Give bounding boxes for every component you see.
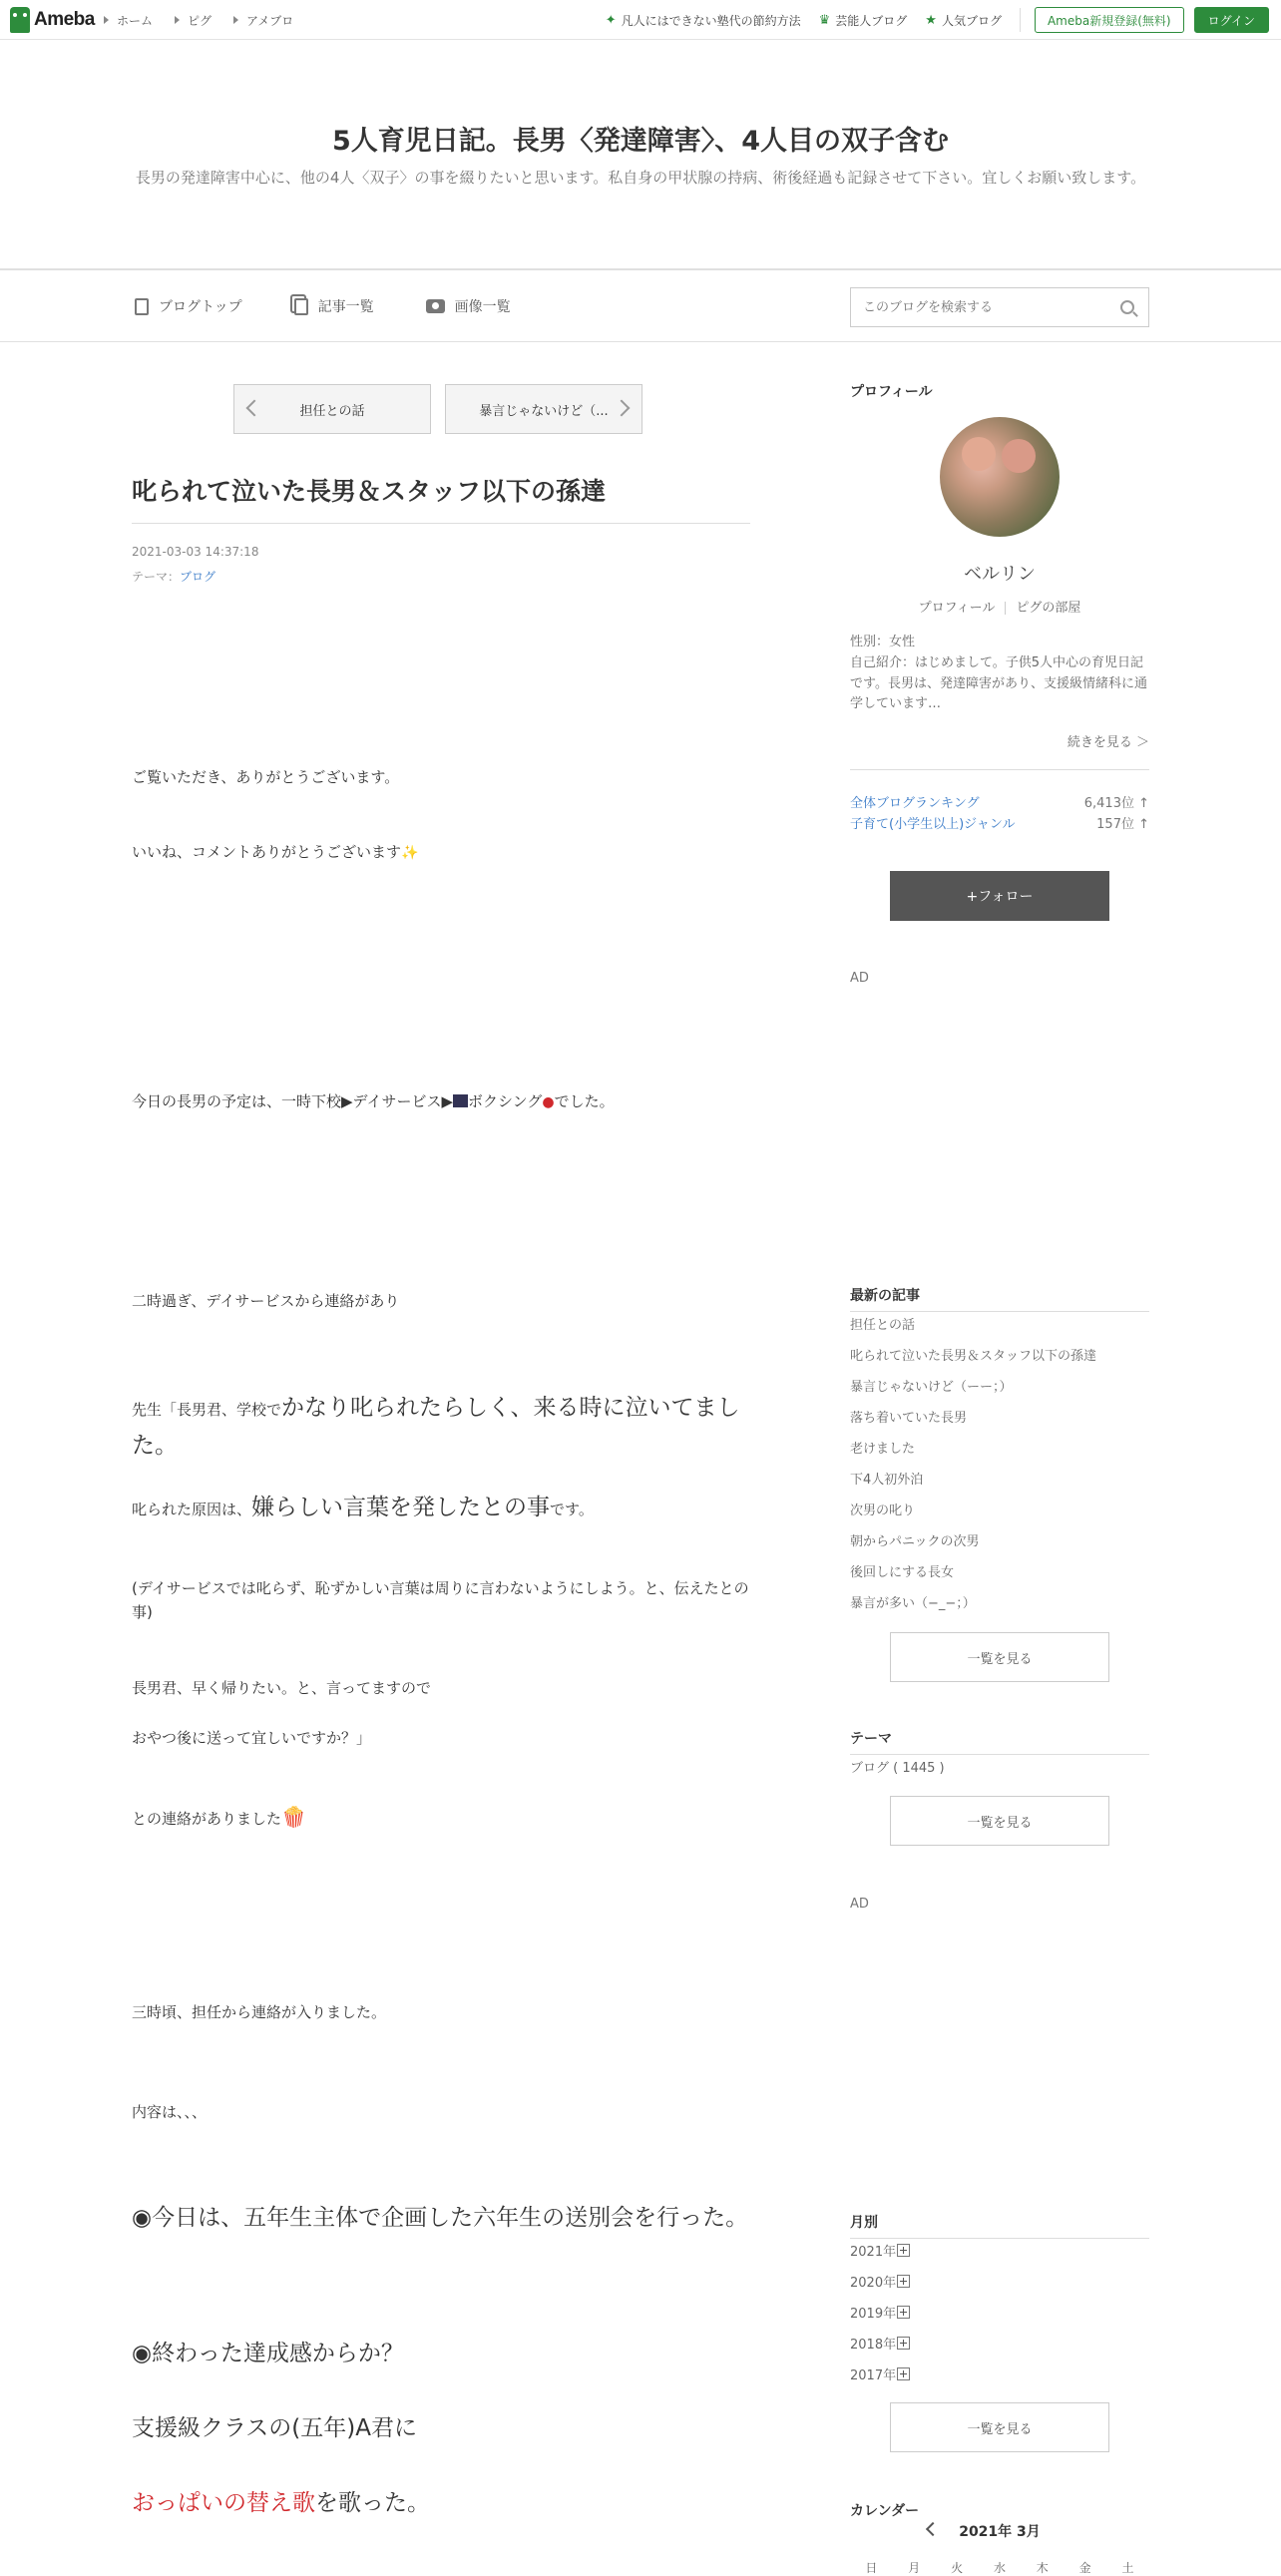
paragraph-text: との連絡がありました [132, 1810, 282, 1828]
paragraph [132, 1089, 750, 1113]
month-label: 2017年 [850, 2368, 897, 2383]
calendar-weekdays [850, 2559, 1149, 2576]
monthly-header [850, 2212, 1149, 2239]
paragraph [132, 1801, 750, 1833]
monthly-list-more-button[interactable]: 一覧を見る [890, 2402, 1109, 2452]
month-label: 2020年 [850, 2276, 897, 2291]
promo-link[interactable] [606, 12, 801, 29]
paragraph [132, 2485, 750, 2522]
search-icon[interactable] [1120, 300, 1134, 314]
list-item[interactable]: 老けました [850, 1442, 916, 1457]
nav-ameblo[interactable] [233, 12, 293, 29]
paragraph-text: 叱られた原因は、 [132, 1501, 252, 1518]
nav-pigg-label: ピグ [188, 13, 213, 28]
list-item[interactable]: 次男の叱り [850, 1503, 916, 1518]
paragraph: ご覧いただき、ありがとうございます。 [132, 768, 400, 786]
genre-ranking-link[interactable]: 子育て(小学生以上)ジャンル [850, 816, 1016, 832]
ameba-logo[interactable] [10, 6, 95, 34]
paragraph-text: です。 [550, 1501, 594, 1518]
expand-icon[interactable] [897, 2337, 910, 2350]
recent-articles-header [850, 1285, 1149, 1312]
theme-list [850, 1753, 1149, 1784]
nav-pigg[interactable] [175, 12, 212, 29]
login-button[interactable]: ログイン [1194, 7, 1269, 33]
nav-ameblo-label: アメブロ [246, 13, 294, 28]
popcorn-icon: 🍿 [281, 1805, 306, 1829]
prev-article-button[interactable] [233, 384, 431, 434]
list-item[interactable]: 下4人初外泊 [850, 1473, 924, 1488]
weekday: 水 [993, 2561, 1006, 2575]
list-item[interactable]: 担任との話 [850, 1318, 916, 1333]
list-item[interactable]: ブログ ( 1445 ) [850, 1761, 945, 1776]
ad-label: AD [850, 971, 869, 986]
nav-image-list-label: 画像一覧 [454, 299, 511, 315]
paragraph: 内容は、、、 [132, 2103, 208, 2121]
nav-image-list[interactable] [426, 296, 511, 316]
divider [1020, 8, 1021, 32]
calendar-month: 2021年 3月 [959, 2524, 1041, 2540]
blog-nav [0, 270, 1281, 342]
overall-ranking-value: 6,413位 ↑ [1083, 796, 1149, 811]
theme-link[interactable]: ブログ [180, 570, 216, 584]
month-label: 2018年 [850, 2338, 897, 2353]
search-input[interactable] [863, 300, 1102, 315]
article-date: 2021-03-03 14:37:18 [132, 545, 259, 559]
crown-icon: ♛ [818, 12, 831, 28]
nav-article-list[interactable] [294, 296, 374, 316]
nav-article-list-label: 記事一覧 [317, 299, 374, 315]
paragraph [132, 840, 750, 864]
emphasis-text: 嫌らしい言葉を発したとの事 [251, 1495, 551, 1520]
paragraph: 長男君、早く帰りたい。と、言ってますので [132, 1679, 432, 1697]
global-nav [104, 0, 315, 40]
profile-links [850, 597, 1149, 616]
paragraph: 三時頃、担任から連絡が入りました。 [132, 2003, 387, 2021]
chevron-right-icon [614, 400, 631, 417]
paragraph: おやつ後に送って宜しいですか？」 [132, 1729, 372, 1747]
profile-info [850, 633, 1149, 715]
celebrity-blog-label: 芸能人ブログ [835, 13, 908, 28]
profile-name[interactable]: ベルリン [964, 564, 1036, 585]
weekday: 日 [865, 2561, 878, 2575]
profile-more-link[interactable]: 続きを見る ＞ [1067, 735, 1149, 750]
monthly-heading: 月別 [850, 2215, 878, 2231]
article-pager [233, 384, 656, 434]
recent-list-more-button[interactable]: 一覧を見る [890, 1632, 1109, 1682]
list-item[interactable]: 暴言が多い（−_−；） [850, 1596, 976, 1611]
paragraph-text: 今日の長男の予定は、一時下校▶デイサービス▶ [132, 1092, 454, 1110]
weekday: 土 [1121, 2561, 1134, 2575]
calendar-heading: カレンダー [850, 2503, 920, 2519]
global-header [0, 0, 1281, 40]
ranking [850, 794, 1149, 836]
expand-icon[interactable] [897, 2306, 910, 2319]
paragraph: ◉今日は、五年生主体で企画した六年生の送別会を行った。 [132, 2205, 749, 2231]
article-theme [132, 568, 215, 585]
paragraph [132, 1490, 750, 1526]
theme-header [850, 1728, 1149, 1755]
popular-blog-label: 人気ブログ [941, 13, 1002, 28]
list-item[interactable]: 後回しにする長女 [850, 1565, 955, 1580]
avatar[interactable] [940, 417, 1060, 537]
article-title: 叱られて泣いた長男＆スタッフ以下の孫達 [132, 477, 607, 506]
overall-ranking-link[interactable]: 全体ブログランキング [850, 796, 980, 811]
list-item[interactable]: 落ち着いていた長男 [850, 1411, 968, 1426]
popular-blog-link[interactable] [925, 12, 1002, 29]
weekday: 木 [1036, 2561, 1049, 2575]
list-item[interactable] [850, 2268, 1149, 2299]
logo-text: Ameba [34, 9, 95, 30]
list-item[interactable] [850, 2330, 1149, 2361]
theme-list-more-button[interactable]: 一覧を見る [890, 1796, 1109, 1846]
triangle-icon [233, 16, 238, 24]
list-item[interactable] [850, 2361, 1149, 2391]
nav-blog-top[interactable] [135, 296, 242, 316]
genre-ranking-value: 157位 ↑ [1096, 816, 1149, 832]
celebrity-blog-link[interactable] [819, 12, 908, 29]
list-item[interactable]: 叱られて泣いた長男＆スタッフ以下の孫達 [850, 1349, 1097, 1364]
expand-icon[interactable] [897, 2367, 910, 2380]
month-label: 2019年 [850, 2307, 897, 2322]
list-item[interactable]: 朝からパニックの次男 [850, 1534, 980, 1549]
profile-intro: 自己紹介：はじめまして。子供5人中心の育児日記です。長男は、発達障害があり、支援級情緒科に通学しています… [850, 654, 1147, 712]
weekday: 火 [951, 2561, 964, 2575]
profile-heading: プロフィール [850, 384, 933, 400]
blog-search [850, 287, 1149, 327]
triangle-icon [104, 16, 109, 24]
star-icon: ★ [925, 12, 937, 28]
profile-link[interactable]: プロフィール [918, 601, 996, 616]
expand-icon[interactable] [897, 2244, 910, 2257]
triangle-icon [175, 16, 180, 24]
paragraph [132, 1390, 750, 1466]
blog-title[interactable]: 5人育児日記。長男〈発達障害〉、4人目の双子含む [331, 126, 950, 157]
paragraph-text: を歌った。 [315, 2490, 430, 2516]
follow-button[interactable]: +フォロー [890, 871, 1109, 921]
profile-gender: 性別：女性 [850, 635, 916, 649]
theme-label: テーマ： [132, 570, 181, 584]
nav-home[interactable] [104, 12, 153, 29]
month-label: 2021年 [850, 2245, 897, 2260]
weekday: 月 [908, 2561, 921, 2575]
next-article-button[interactable] [445, 384, 642, 434]
blog-header [0, 41, 1281, 270]
copy-icon [294, 298, 308, 315]
signup-button[interactable]: Ameba新規登録(無料) [1035, 7, 1184, 33]
theme-heading: テーマ [850, 1731, 892, 1747]
blog-description: 長男の発達障害中心に、他の4人〈双子〉の事を綴りたいと思います。私自身の甲状腺の持病、術後経過も記録させて下さい。宜しくお願い致します。 [135, 169, 1146, 187]
list-item[interactable] [850, 2237, 1149, 2268]
pigg-room-link[interactable]: ピグの部屋 [1016, 601, 1081, 616]
divider [1005, 602, 1006, 615]
star-icon: ✦ [605, 12, 617, 28]
monthly-list [850, 2237, 1149, 2391]
paragraph: (デイサービスでは叱らず、恥ずかしい言葉は周りに言わないようにしよう。と、伝えたとの事) [132, 1579, 749, 1621]
paragraph-text: でした。 [554, 1092, 615, 1110]
next-article-label: 暴言じゃないけど（... [479, 403, 609, 419]
emphasis-text: かなり叱られたらしく、来る時に泣いてました。 [132, 1395, 740, 1459]
boxing-glove-icon: ● [542, 1094, 555, 1110]
document-icon [135, 298, 149, 315]
emphasis-red-text: おっぱいの替え歌 [132, 2490, 315, 2516]
paragraph: 支援級クラスの(五年)A君に [132, 2415, 417, 2441]
paragraph: 二時過ぎ、デイサービスから連絡があり [132, 1292, 400, 1310]
night-city-icon [453, 1094, 468, 1107]
header-right [588, 0, 1269, 40]
nav-home-label: ホーム [117, 13, 154, 28]
promo-link-label: 凡人にはできない塾代の節約方法 [621, 13, 801, 28]
nav-blog-top-label: ブログトップ [159, 299, 242, 315]
paragraph-text: いいね、コメントありがとうございます [132, 843, 402, 861]
recent-articles-list [850, 1310, 1149, 1619]
list-item[interactable] [850, 2299, 1149, 2330]
divider [850, 769, 1149, 770]
paragraph-text: 先生「長男君、学校で [132, 1401, 282, 1419]
ad-label: AD [850, 1897, 869, 1912]
chevron-left-icon [246, 400, 263, 417]
ameba-mascot-icon [10, 7, 30, 33]
list-item[interactable]: 暴言じゃないけど（ーー；） [850, 1380, 1013, 1395]
paragraph-text: ボクシング [468, 1092, 543, 1110]
prev-article-label: 担任との話 [299, 403, 365, 419]
weekday: 金 [1078, 2561, 1091, 2575]
sparkle-icon: ✨ [401, 845, 419, 861]
expand-icon[interactable] [897, 2275, 910, 2288]
camera-icon [426, 299, 445, 313]
recent-articles-heading: 最新の記事 [850, 1288, 920, 1304]
paragraph: ◉終わった達成感からか？ [132, 2341, 404, 2366]
divider [132, 523, 750, 524]
